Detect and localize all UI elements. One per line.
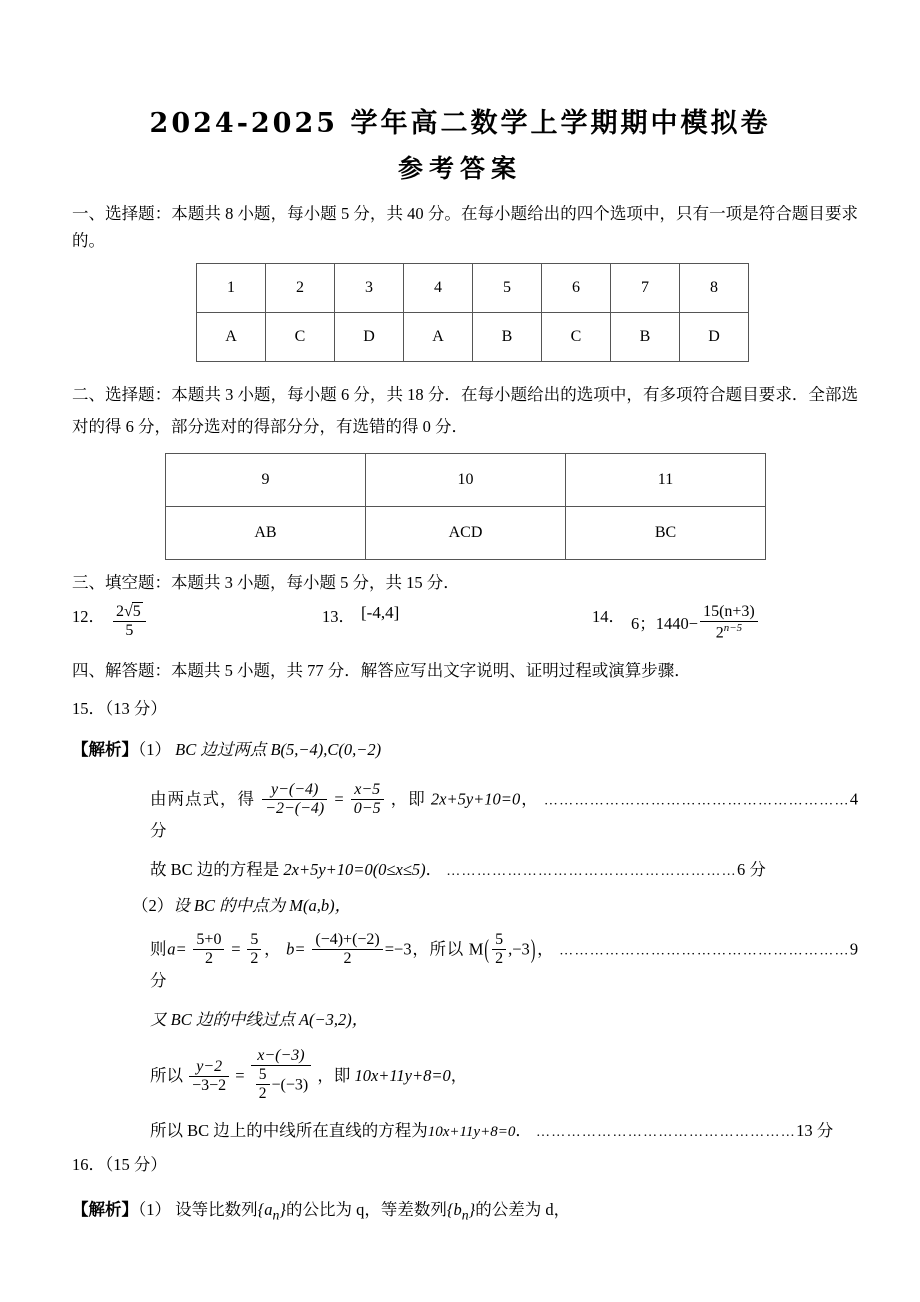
q15-line-bc-equation	[78, 845, 920, 884]
line-prefix: 则	[150, 939, 168, 959]
answer-cell: A	[197, 312, 266, 361]
seq-a-subscript: n	[272, 1206, 280, 1222]
line-mid: ，即	[317, 1066, 351, 1086]
table-row	[166, 507, 766, 560]
item-14-separator: ；	[639, 613, 656, 633]
coefficient: 2	[116, 602, 124, 620]
q15-part2-statement	[60, 883, 920, 920]
question-number-cell: 1	[197, 263, 266, 312]
denominator: 2	[250, 950, 259, 968]
inner-numerator: 5	[256, 1066, 270, 1084]
leader-dots: ……………………………………………	[535, 1125, 797, 1141]
question-number-cell: 2	[266, 263, 335, 312]
line-prefix: 由两点式，得	[150, 789, 256, 809]
fraction-15n3-over-2pow	[700, 603, 758, 642]
table-row	[197, 263, 749, 312]
line-period: ．	[425, 859, 443, 879]
line-period: ．	[515, 1121, 532, 1141]
item-13-value: [-4,4]	[361, 602, 400, 622]
m-y: ,−3	[508, 939, 530, 959]
q15-line-median-equation	[78, 1033, 920, 1102]
fraction-left	[189, 1058, 229, 1095]
line-prefix: 故 BC 边的方程是	[150, 859, 280, 879]
seq-a-open: {a	[257, 1199, 273, 1219]
answer-cell: D	[680, 312, 749, 361]
item-14-first-answer: 6	[631, 613, 640, 633]
inner-fraction	[256, 1066, 270, 1102]
fill-blank-item-13	[322, 603, 592, 627]
section4-heading: 四、解答题：本题共 5 小题，共 77 分．解答应写出文字说明、证明过程或演算步骤．	[72, 661, 691, 681]
line-score: 6 分	[736, 859, 766, 879]
equals-sign: =	[334, 789, 344, 809]
q15-line-median-through-a	[78, 995, 920, 1034]
equals-sign: =	[235, 1066, 245, 1086]
fraction-2root5-over-5	[113, 603, 146, 640]
question-number-cell: 11	[566, 454, 766, 507]
question-number-cell: 10	[366, 454, 566, 507]
a-lhs: a=	[167, 939, 187, 959]
question-15-number: 15．（13 分）	[72, 698, 167, 718]
item-14-base: 1440	[655, 613, 689, 633]
left-paren: (	[484, 936, 490, 965]
section3-heading: 三、填空题：本题共 3 小题，每小题 5 分，共 15 分．	[72, 573, 460, 593]
equals-sign: =	[231, 939, 241, 959]
fill-blank-item-14	[592, 603, 858, 642]
q15-line-midpoint	[78, 920, 920, 995]
sequence-a	[257, 1199, 286, 1222]
item-14-minus: −	[688, 613, 699, 633]
line-equation: 2x+5y+10=0(0≤x≤5)	[283, 859, 426, 879]
numerator: y−2	[189, 1058, 229, 1077]
question-number-cell: 4	[404, 263, 473, 312]
question-15-part1-statement	[0, 722, 920, 764]
fill-blank-answers-row	[0, 597, 920, 642]
line-comma: ，	[536, 939, 555, 959]
line-prefix: 所以	[150, 1066, 183, 1086]
numerator: 5	[247, 931, 261, 950]
leader-dots: …………………………………………………	[559, 943, 850, 959]
question-16-number: 16．（15 分）	[72, 1154, 167, 1174]
fraction-left	[262, 781, 327, 818]
question-number-cell: 8	[680, 263, 749, 312]
question-number-cell: 5	[473, 263, 542, 312]
denominator: 2	[495, 950, 504, 968]
right-paren: )	[530, 936, 536, 965]
tail-prefix: ，所以 M	[411, 939, 484, 959]
q15-line-conclusion	[78, 1102, 920, 1145]
q15-line-two-point-form	[78, 764, 920, 845]
numerator: 15(n+3)	[700, 603, 758, 622]
multi-choice-answer-table	[165, 453, 766, 560]
seq-b-subscript: n	[461, 1206, 469, 1222]
denominator: −2−(−4)	[265, 800, 325, 818]
denominator: 2	[343, 950, 352, 968]
line-mid: ，即	[390, 789, 426, 809]
fraction-m-x	[492, 931, 506, 968]
answer-cell: A	[404, 312, 473, 361]
numerator: x−5	[351, 781, 384, 800]
item-14-label: 14．	[592, 606, 625, 626]
seq-b-close: }	[468, 1199, 476, 1219]
fraction-a-second	[247, 931, 261, 968]
fraction-right-nested	[251, 1047, 311, 1102]
line-prefix: 所以 BC 边上的中线所在直线的方程为	[150, 1121, 428, 1141]
single-choice-answer-table	[196, 263, 749, 362]
page-title: 2024-2025 学年高二数学上学期期中模拟卷	[149, 108, 771, 139]
leader-dots: …………………………………………………	[446, 863, 737, 879]
fraction-right	[351, 781, 384, 818]
answer-cell: BC	[566, 507, 766, 560]
section2-heading: 二、选择题：本题共 3 小题，每小题 6 分，共 18 分．在每小题给出的选项中，有多项符合题目要求．全部选对的得 6 分，部分选对的得部分分，有选错的得 0 分．	[72, 384, 858, 436]
fraction-a-first	[193, 931, 224, 968]
line-score: 9 分	[150, 939, 859, 990]
line-score: 4 分	[150, 789, 859, 840]
numerator: (−4)+(−2)	[312, 931, 382, 950]
answer-cell: AB	[166, 507, 366, 560]
question-number-cell: 6	[542, 263, 611, 312]
section1-table-wrap	[0, 255, 920, 362]
sqrt-icon: √5	[124, 602, 141, 620]
inner-rest: −(−3)	[271, 1076, 309, 1094]
radicand: 5	[132, 602, 141, 620]
b-value: =−3	[384, 939, 412, 959]
b-lhs: b=	[286, 939, 306, 959]
part-2-label: （2）	[132, 896, 174, 916]
question-16-part1-statement	[0, 1179, 920, 1227]
table-row	[197, 312, 749, 361]
item-12-label: 12．	[72, 606, 105, 626]
section2-table-wrap	[0, 443, 920, 560]
answer-cell: B	[473, 312, 542, 361]
line-comma: ，	[450, 1066, 468, 1086]
answer-cell: C	[542, 312, 611, 361]
part-1-text: BC 边过两点 B(5,−4),C(0,−2)	[175, 740, 382, 760]
line-text: 又 BC 边的中线过点 A(−3,2)，	[150, 1009, 369, 1029]
numerator: 5	[492, 931, 506, 950]
item-13-label: 13．	[322, 606, 355, 626]
section1-heading: 一、选择题：本题共 8 小题，每小题 5 分，共 40 分。在每小题给出的四个选项中，只有一项是符合题目要求的。	[72, 204, 858, 251]
line-result: 10x+11y+8=0	[354, 1066, 451, 1086]
seq-b-open: {b	[446, 1199, 462, 1219]
page-subtitle: 参考答案	[397, 154, 522, 184]
part-2-text: 设 BC 的中点为 M(a,b)，	[173, 896, 352, 916]
denominator-base: 2	[715, 624, 724, 642]
fraction-b	[312, 931, 382, 968]
part-1-text-c: 的公差为 d，	[475, 1199, 571, 1219]
sequence-b	[446, 1199, 476, 1222]
answer-cell: D	[335, 312, 404, 361]
analysis-label: 【解析】	[72, 1199, 138, 1219]
line-score: 13 分	[796, 1121, 834, 1141]
numerator: y−(−4)	[262, 781, 327, 800]
analysis-label: 【解析】	[72, 740, 138, 760]
leader-dots: ……………………………………………………	[543, 793, 850, 809]
question-number-cell: 7	[611, 263, 680, 312]
inner-denominator: 2	[258, 1084, 267, 1102]
answer-cell: C	[266, 312, 335, 361]
denominator: 0−5	[353, 800, 381, 818]
denominator: 5	[125, 621, 134, 639]
item-12-value	[111, 603, 148, 640]
denominator: 2	[204, 950, 213, 968]
denominator	[251, 1066, 311, 1102]
question-number-cell: 9	[166, 454, 366, 507]
answer-cell: ACD	[366, 507, 566, 560]
denominator-exponent: n−5	[723, 621, 743, 634]
denominator: −3−2	[192, 1076, 227, 1094]
fill-blank-item-12	[72, 603, 322, 640]
line-equation: 10x+11y+8=0	[427, 1124, 516, 1141]
separator: ，	[263, 939, 282, 959]
part-1-text-a: 设等比数列	[175, 1199, 258, 1219]
seq-a-close: }	[279, 1199, 286, 1219]
answer-cell: B	[611, 312, 680, 361]
line-result: 2x+5y+10=0	[430, 789, 521, 809]
table-row	[166, 454, 766, 507]
numerator: 5+0	[193, 931, 224, 950]
denominator	[700, 622, 758, 642]
numerator: x−(−3)	[251, 1047, 311, 1066]
line-comma: ，	[520, 789, 539, 809]
item-14-value	[631, 603, 760, 642]
question-number-cell: 3	[335, 263, 404, 312]
part-1-label: （1）	[138, 740, 171, 760]
part-1-text-b: 的公比为 q，等差数列	[285, 1199, 447, 1219]
part-1-label: （1）	[138, 1199, 171, 1219]
